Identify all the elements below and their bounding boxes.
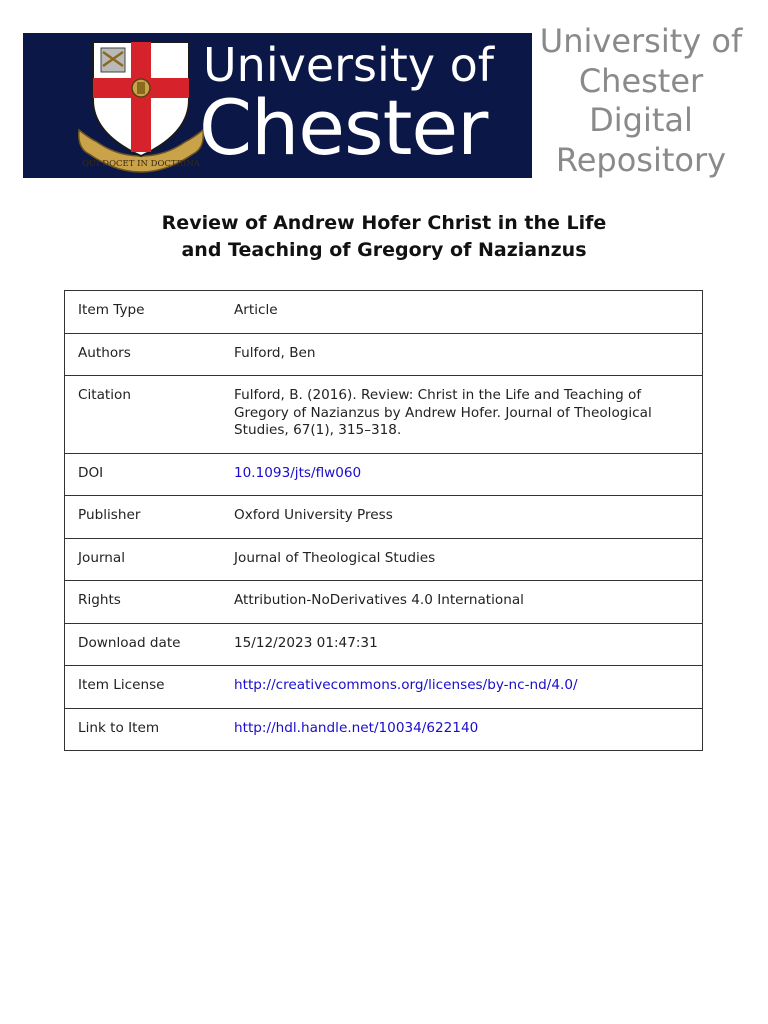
metadata-label: DOI bbox=[65, 453, 225, 496]
metadata-label: Authors bbox=[65, 333, 225, 376]
metadata-label: Item Type bbox=[65, 291, 225, 334]
title-line2: and Teaching of Gregory of Nazianzus bbox=[181, 239, 587, 261]
metadata-link[interactable]: 10.1093/jts/flw060 bbox=[234, 464, 362, 481]
metadata-value-cell bbox=[224, 581, 703, 624]
metadata-row bbox=[65, 581, 703, 624]
metadata-label: Link to Item bbox=[65, 708, 225, 751]
metadata-value: 15/12/2023 01:47:31 bbox=[234, 634, 378, 651]
metadata-row bbox=[65, 538, 703, 581]
university-banner bbox=[23, 33, 532, 178]
metadata-value: Oxford University Press bbox=[234, 507, 393, 523]
metadata-row bbox=[65, 623, 703, 666]
metadata-label: Citation bbox=[65, 376, 225, 454]
metadata-value: Article bbox=[234, 302, 278, 318]
metadata-value: Attribution-NoDerivatives 4.0 International bbox=[234, 592, 524, 608]
metadata-row bbox=[65, 333, 703, 376]
metadata-row bbox=[65, 291, 703, 334]
metadata-value-cell bbox=[224, 538, 703, 581]
metadata-value-cell bbox=[224, 453, 703, 496]
repository-line4: Repository bbox=[555, 140, 727, 179]
metadata-value-cell bbox=[224, 291, 703, 334]
metadata-label: Download date bbox=[65, 623, 225, 666]
metadata-value-cell bbox=[224, 708, 703, 751]
repository-name bbox=[536, 22, 746, 180]
metadata-table bbox=[64, 290, 703, 751]
metadata-label: Publisher bbox=[65, 496, 225, 539]
metadata-value-cell bbox=[224, 333, 703, 376]
metadata-label: Journal bbox=[65, 538, 225, 581]
motto-scroll-text: QUI DOCET IN DOCTRINA bbox=[82, 159, 200, 169]
metadata-value-cell bbox=[224, 496, 703, 539]
metadata-link[interactable]: http://hdl.handle.net/10034/622140 bbox=[234, 719, 479, 736]
repository-line2: Chester bbox=[578, 61, 704, 100]
metadata-row bbox=[65, 453, 703, 496]
metadata-value-cell bbox=[224, 666, 703, 709]
metadata-row bbox=[65, 666, 703, 709]
metadata-value-cell bbox=[224, 376, 703, 454]
metadata-label: Item License bbox=[65, 666, 225, 709]
metadata-row bbox=[65, 496, 703, 539]
repository-line3: Digital bbox=[589, 101, 693, 139]
metadata-value: Fulford, Ben bbox=[234, 344, 316, 361]
metadata-label: Rights bbox=[65, 581, 225, 624]
metadata-row bbox=[65, 708, 703, 751]
metadata-value: Journal of Theological Studies bbox=[234, 549, 436, 566]
repository-line1: University of bbox=[539, 22, 743, 60]
banner-wordmark-line2: Chester bbox=[199, 83, 488, 172]
metadata-row bbox=[65, 376, 703, 454]
metadata-link[interactable]: http://creativecommons.org/licenses/by-nc-nd/4.0/ bbox=[234, 677, 578, 693]
title-line1: Review of Andrew Hofer Christ in the Life bbox=[161, 212, 607, 234]
metadata-value: Fulford, B. (2016). Review: Christ in the Life and Teaching of Gregory of Nazianzus by Andrew Hofer. Journal of Theological Studies, 67(1), 315–318. bbox=[234, 387, 652, 438]
banner-wordmark-line1: University of bbox=[203, 38, 495, 92]
university-crest-icon bbox=[75, 38, 207, 174]
document-title bbox=[64, 210, 704, 264]
metadata-value-cell bbox=[224, 623, 703, 666]
